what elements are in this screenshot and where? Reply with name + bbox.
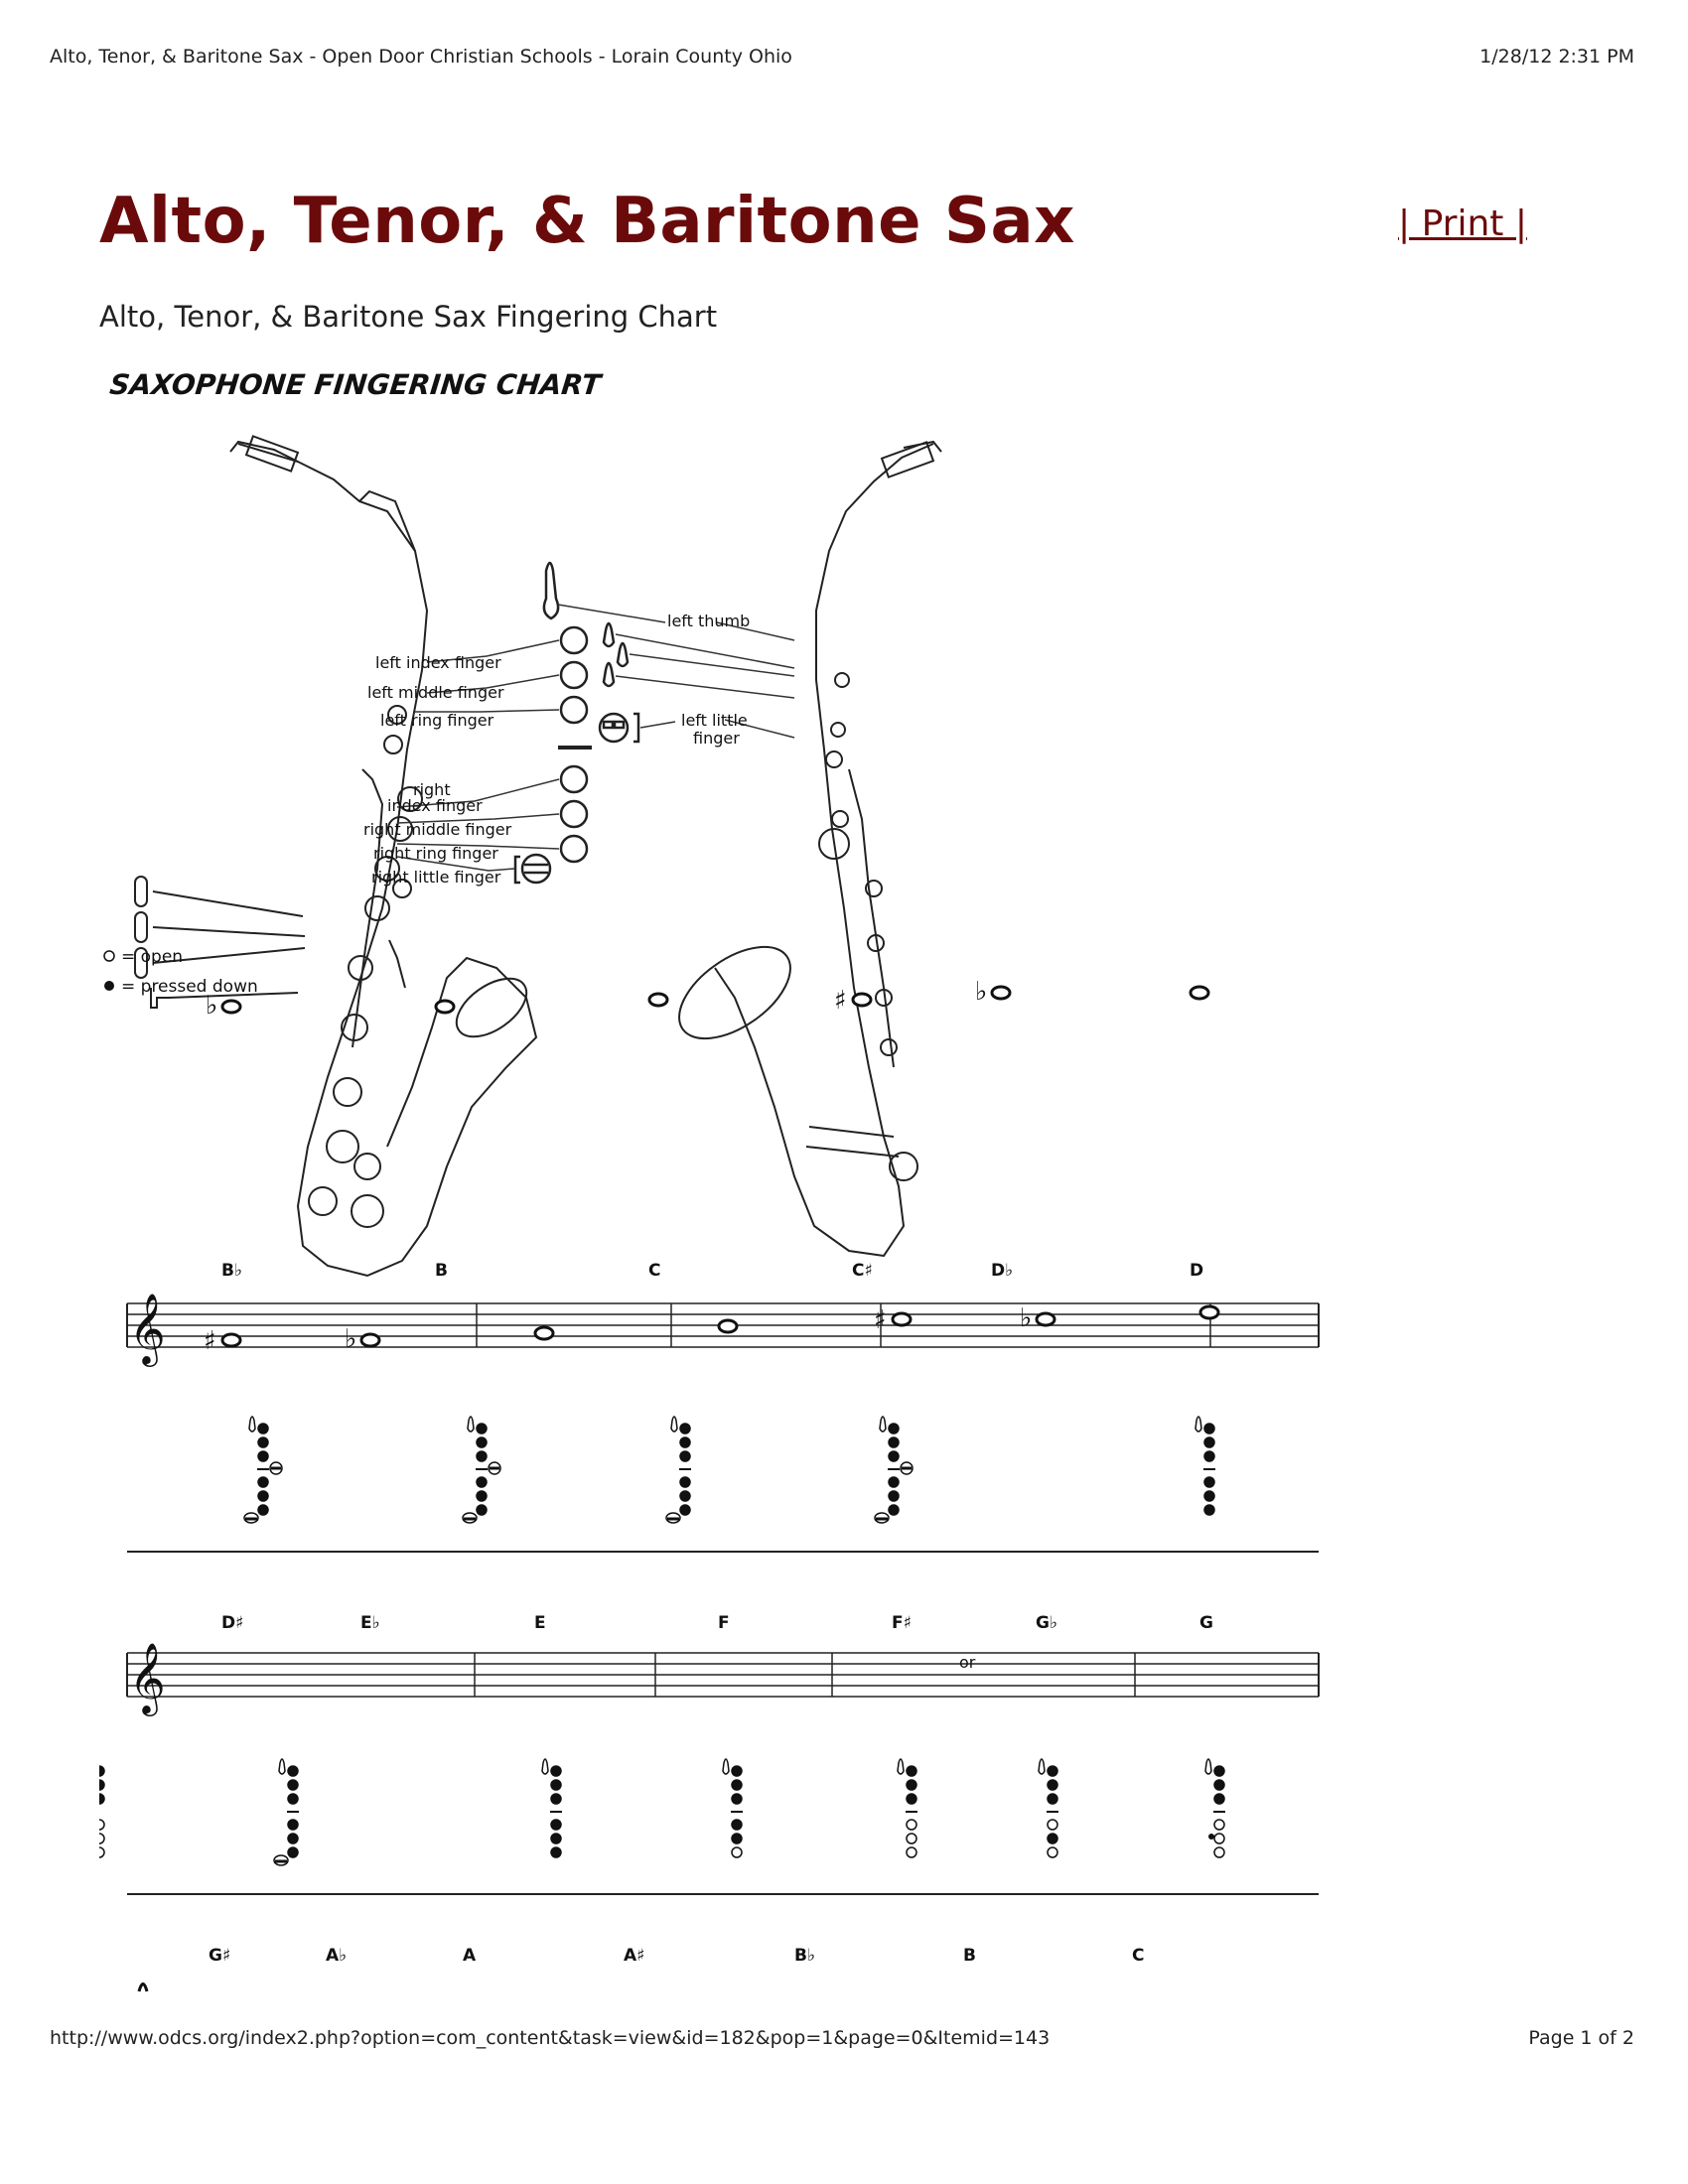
note-name: D♭ xyxy=(991,1261,1014,1281)
legend-pressed-text: = pressed down xyxy=(121,977,258,997)
thumb-key xyxy=(279,1759,285,1774)
pressed-key xyxy=(551,1820,561,1830)
pressed-key xyxy=(732,1834,742,1843)
thumb-key xyxy=(1196,1417,1201,1432)
pressed-key xyxy=(1204,1424,1214,1433)
pressed-key xyxy=(1204,1451,1214,1461)
pressed-key xyxy=(680,1477,690,1487)
flat-sign: ♭ xyxy=(206,991,218,1021)
pressed-key xyxy=(732,1794,742,1804)
label-left-little-2: finger xyxy=(693,729,740,748)
right-ring-key xyxy=(561,836,587,862)
open-key xyxy=(1214,1847,1224,1857)
left-index-key xyxy=(561,627,587,653)
note-name: F xyxy=(718,1613,730,1633)
note-name: B♭ xyxy=(221,1261,242,1281)
left-ring-key xyxy=(561,697,587,723)
pressed-key xyxy=(907,1766,916,1776)
open-key xyxy=(907,1820,916,1830)
key-diagram xyxy=(515,563,638,883)
sharp-sign: ♯ xyxy=(834,986,847,1016)
note-name: A♭ xyxy=(326,1946,348,1966)
label-right-index-2: index finger xyxy=(387,796,483,815)
pressed-key xyxy=(551,1834,561,1843)
label-left-index: left index finger xyxy=(375,653,501,672)
sharp-sign: ♯ xyxy=(874,1305,887,1335)
note-name: G♯ xyxy=(209,1946,231,1966)
left-middle-key xyxy=(561,662,587,688)
pressed-key xyxy=(680,1424,690,1433)
note-name: B xyxy=(963,1946,976,1966)
pressed-key xyxy=(99,1780,104,1790)
note-name: C♯ xyxy=(852,1261,873,1281)
pressed-key xyxy=(1214,1780,1224,1790)
open-key xyxy=(99,1834,104,1843)
pressed-key xyxy=(288,1766,298,1776)
open-key xyxy=(99,1820,104,1830)
thumb-key xyxy=(1039,1759,1045,1774)
whole-note xyxy=(1191,987,1208,999)
whole-note xyxy=(361,1334,379,1346)
treble-clef: 𝄞 xyxy=(129,1641,166,1713)
pressed-key xyxy=(1204,1491,1214,1501)
pressed-key xyxy=(551,1780,561,1790)
print-header-datetime: 1/28/12 2:31 PM xyxy=(1479,46,1634,68)
thumb-key xyxy=(468,1417,474,1432)
thumb-key xyxy=(542,1759,548,1774)
note-name: C xyxy=(648,1261,661,1281)
note-name: B xyxy=(435,1261,448,1281)
pressed-key xyxy=(907,1794,916,1804)
whole-note xyxy=(1200,1306,1218,1318)
pressed-key xyxy=(258,1424,268,1433)
print-header-title: Alto, Tenor, & Baritone Sax - Open Door Christian Schools - Lorain County Ohio xyxy=(50,46,792,68)
right-middle-key xyxy=(561,801,587,827)
pressed-key xyxy=(258,1437,268,1447)
pressed-key xyxy=(1214,1766,1224,1776)
notation-staves xyxy=(99,977,1319,1991)
note-name: G♭ xyxy=(1036,1613,1057,1633)
pressed-key xyxy=(1204,1505,1214,1515)
pressed-key xyxy=(288,1834,298,1843)
pressed-key xyxy=(258,1491,268,1501)
pressed-key xyxy=(477,1451,487,1461)
note-name: D xyxy=(1190,1261,1204,1281)
pressed-key xyxy=(1214,1794,1224,1804)
open-key xyxy=(1214,1834,1224,1843)
label-right-ring: right ring finger xyxy=(373,844,498,863)
print-footer-page: Page 1 of 2 xyxy=(1528,2027,1634,2049)
whole-note xyxy=(893,1313,911,1325)
whole-note xyxy=(649,994,667,1006)
pressed-key xyxy=(477,1505,487,1515)
whole-note xyxy=(222,1334,240,1346)
legend-open-text: = open xyxy=(121,947,184,967)
note-name: E xyxy=(534,1613,546,1633)
pressed-key xyxy=(732,1766,742,1776)
note-name: A♯ xyxy=(624,1946,645,1966)
print-link[interactable]: | Print | xyxy=(1398,204,1527,244)
whole-note xyxy=(222,1001,240,1013)
saxophone-side-illustration xyxy=(663,442,941,1256)
thumb-key xyxy=(671,1417,677,1432)
pressed-key xyxy=(889,1505,899,1515)
pressed-key xyxy=(680,1491,690,1501)
treble-clef-partial xyxy=(139,1984,147,1992)
pressed-key xyxy=(288,1820,298,1830)
pressed-key xyxy=(477,1491,487,1501)
open-key xyxy=(907,1847,916,1857)
flat-sign: ♭ xyxy=(1020,1303,1033,1333)
whole-note xyxy=(1037,1313,1055,1325)
pressed-key xyxy=(680,1437,690,1447)
pressed-key xyxy=(258,1477,268,1487)
page-title: Alto, Tenor, & Baritone Sax xyxy=(99,185,1075,258)
label-right-little: right little finger xyxy=(371,868,501,887)
label-right-middle: right middle finger xyxy=(363,820,512,839)
thumb-key xyxy=(898,1759,904,1774)
pressed-key xyxy=(680,1451,690,1461)
pressed-key xyxy=(1204,1477,1214,1487)
pressed-key xyxy=(889,1477,899,1487)
finger-labels xyxy=(363,612,750,887)
pressed-key xyxy=(732,1820,742,1830)
side-key-pressed xyxy=(1208,1834,1214,1840)
whole-note xyxy=(535,1327,553,1339)
pressed-key xyxy=(732,1780,742,1790)
thumb-key xyxy=(249,1417,255,1432)
pressed-key xyxy=(889,1424,899,1433)
pressed-key xyxy=(1048,1794,1057,1804)
note-name: F♯ xyxy=(892,1613,912,1633)
sharp-sign: ♯ xyxy=(204,1326,216,1356)
open-key xyxy=(907,1834,916,1843)
pressed-key xyxy=(889,1437,899,1447)
note-name: B♭ xyxy=(794,1946,815,1966)
pressed-key xyxy=(680,1505,690,1515)
fingering-chart xyxy=(99,352,1350,2000)
whole-note xyxy=(992,987,1010,999)
pressed-key xyxy=(288,1847,298,1857)
treble-clef: 𝄞 xyxy=(129,1292,166,1364)
note-name: C xyxy=(1132,1946,1145,1966)
pressed-key xyxy=(1204,1437,1214,1447)
whole-note xyxy=(853,994,871,1006)
label-left-thumb: left thumb xyxy=(667,612,751,630)
pressed-key xyxy=(99,1766,104,1776)
pressed-key xyxy=(477,1424,487,1433)
note-name: A xyxy=(463,1946,477,1966)
print-footer-url: http://www.odcs.org/index2.php?option=com_content&task=view&id=182&pop=1&page=0&Itemid=143 xyxy=(50,2027,1051,2049)
label-left-ring: left ring finger xyxy=(380,711,494,730)
pressed-key xyxy=(1048,1834,1057,1843)
pressed-key xyxy=(477,1437,487,1447)
pressed-key xyxy=(551,1847,561,1857)
legend-pressed-symbol xyxy=(104,981,114,991)
open-key xyxy=(1048,1847,1057,1857)
pressed-key xyxy=(1048,1766,1057,1776)
note-name: G xyxy=(1199,1613,1213,1633)
label-right-index-1: right xyxy=(413,780,451,799)
pressed-key xyxy=(551,1766,561,1776)
open-key xyxy=(732,1847,742,1857)
pressed-key xyxy=(288,1794,298,1804)
note-name: E♭ xyxy=(360,1613,380,1633)
pressed-key xyxy=(551,1794,561,1804)
or-label: or xyxy=(959,1653,976,1672)
pressed-key xyxy=(1048,1780,1057,1790)
pressed-key xyxy=(258,1451,268,1461)
thumb-key xyxy=(880,1417,886,1432)
thumb-key xyxy=(723,1759,729,1774)
pressed-key xyxy=(889,1491,899,1501)
right-index-key xyxy=(561,766,587,792)
pressed-key xyxy=(477,1477,487,1487)
open-key xyxy=(1214,1820,1224,1830)
legend-open-symbol xyxy=(104,951,114,961)
thumb-key xyxy=(1205,1759,1211,1774)
pressed-key xyxy=(907,1780,916,1790)
pressed-key xyxy=(288,1780,298,1790)
flat-sign: ♭ xyxy=(345,1324,357,1354)
open-key xyxy=(1048,1820,1057,1830)
note-name: D♯ xyxy=(221,1613,244,1633)
flat-sign: ♭ xyxy=(975,977,988,1007)
chart-heading: SAXOPHONE FINGERING CHART xyxy=(107,368,603,401)
whole-note xyxy=(436,1001,454,1013)
pressed-key xyxy=(258,1505,268,1515)
open-key xyxy=(99,1847,104,1857)
page-subtitle: Alto, Tenor, & Baritone Sax Fingering Chart xyxy=(99,300,718,334)
pressed-key xyxy=(889,1451,899,1461)
label-left-little-1: left little xyxy=(681,711,748,730)
left-thumb-key xyxy=(544,563,558,618)
pressed-key xyxy=(99,1794,104,1804)
whole-note xyxy=(719,1320,737,1332)
label-left-middle: left middle finger xyxy=(367,683,504,702)
